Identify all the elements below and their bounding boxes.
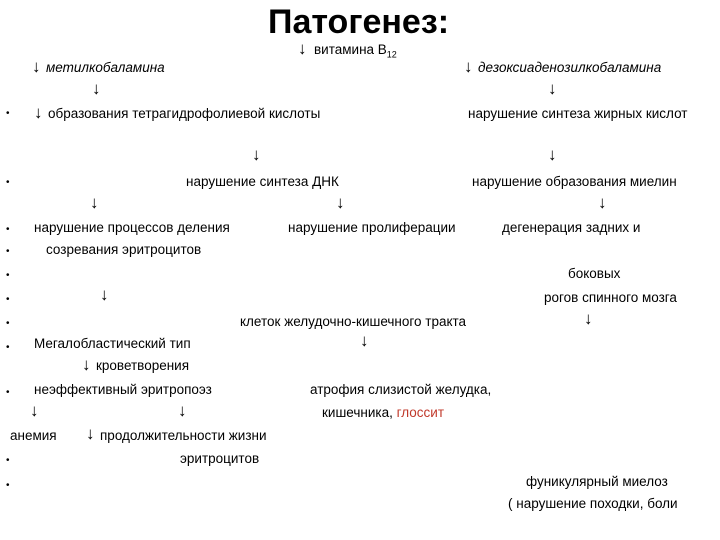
node-cell-division: нарушение процессов деления xyxy=(34,220,230,235)
node-lifespan: продолжительности жизни xyxy=(100,428,267,443)
down-arrow-icon: ↓ xyxy=(30,401,39,420)
bullet-icon: • xyxy=(6,455,10,466)
down-arrow-icon: ↓ xyxy=(178,401,187,420)
bullet-icon: • xyxy=(6,342,10,353)
bullet-icon: • xyxy=(6,480,10,491)
node-gait-disorder: ( нарушение походки, боли xyxy=(508,496,678,511)
node-anemia: анемия xyxy=(10,428,57,443)
down-arrow-icon: ↓ xyxy=(82,355,91,374)
node-hematopoiesis: кроветворения xyxy=(96,358,190,373)
node-erythrocyte-maturation: созревания эритроцитов xyxy=(46,242,202,257)
node-mucosal-atrophy: атрофия слизистой желудка, xyxy=(310,382,492,397)
node-funicular-myelosis: фуникулярный миелоз xyxy=(526,474,668,489)
down-arrow-icon: ↓ xyxy=(92,79,101,98)
node-proliferation: нарушение пролиферации xyxy=(288,220,456,235)
node-vitamin-b12: витамина $В_{12}$ xyxy=(314,42,397,60)
bullet-icon: • xyxy=(6,177,10,188)
node-intestine: кишечника, глоссит xyxy=(322,405,444,420)
bullet-icon: • xyxy=(6,318,10,329)
down-arrow-icon: ↓ xyxy=(100,285,109,304)
down-arrow-icon: ↓ xyxy=(584,309,593,328)
down-arrow-icon: ↓ xyxy=(298,39,307,58)
node-lateral: боковых xyxy=(568,266,621,281)
down-arrow-icon: ↓ xyxy=(86,424,95,443)
node-fatty-acid-synthesis: нарушение синтеза жирных кислот xyxy=(468,106,688,121)
node-glossitis: глоссит xyxy=(396,405,444,420)
bullet-icon: • xyxy=(6,270,10,281)
bullet-icon: • xyxy=(6,246,10,257)
node-spinal-horns: рогов спинного мозга xyxy=(544,290,677,305)
bullet-icon: • xyxy=(6,294,10,305)
down-arrow-icon: ↓ xyxy=(34,103,43,122)
bullet-icon: • xyxy=(6,387,10,398)
page-title: Патогенез: xyxy=(268,3,450,41)
node-megaloblastic-type: Мегалобластический тип xyxy=(34,336,191,351)
down-arrow-icon: ↓ xyxy=(90,193,99,212)
node-methylcobalamin: метилкобаламина xyxy=(46,60,165,75)
down-arrow-icon: ↓ xyxy=(598,193,607,212)
down-arrow-icon: ↓ xyxy=(360,331,369,350)
node-degeneration: дегенерация задних и xyxy=(502,220,641,235)
node-deoxyadenosylcobalamin: дезоксиаденозилкобаламина xyxy=(478,60,662,75)
bullet-icon: • xyxy=(6,224,10,235)
down-arrow-icon: ↓ xyxy=(252,145,261,164)
node-ineffective-erythropoiesis: неэффективный эритропоэз xyxy=(34,382,212,397)
node-erythrocytes: эритроцитов xyxy=(180,451,260,466)
node-myelin-formation: нарушение образования миелин xyxy=(472,174,677,189)
down-arrow-icon: ↓ xyxy=(336,193,345,212)
down-arrow-icon: ↓ xyxy=(548,79,557,98)
node-dna-synthesis: нарушение синтеза ДНК xyxy=(186,174,339,189)
node-thf-formation: образования тетрагидрофолиевой кислоты xyxy=(48,106,321,121)
down-arrow-icon: ↓ xyxy=(548,145,557,164)
bullet-icon: • xyxy=(6,108,10,119)
down-arrow-icon: ↓ xyxy=(32,57,41,76)
down-arrow-icon: ↓ xyxy=(464,57,473,76)
node-gi-cells: клеток желудочно-кишечного тракта xyxy=(240,314,467,329)
